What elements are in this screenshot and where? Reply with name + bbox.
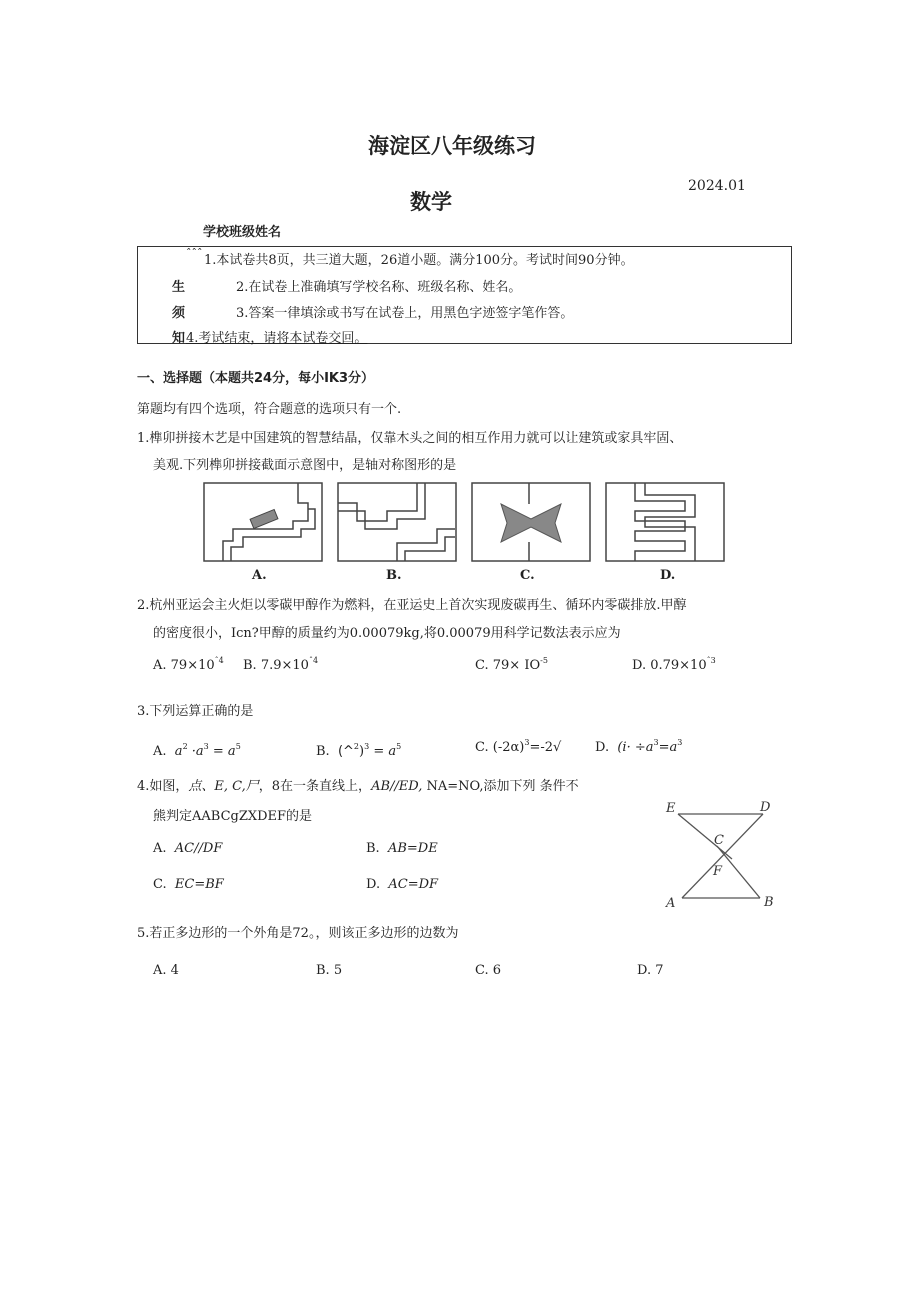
q3-option-c: C. $(-2\alpha)^3=-2√$ (475, 738, 562, 755)
q2-option-d: D. $0.79\times 10^{ˆ3}$ (632, 656, 716, 673)
q4-line1: 4.如图，点、E, C,尸，8在一条直线上，AB//ED, NA=NO,添加下列 条件不 (137, 779, 579, 794)
q5-option-c: C. 6 (475, 963, 502, 978)
q3-option-b: B. (^$^2$)$^3$ = $a^5$ (316, 742, 402, 759)
notice-item-2: 2.在试卷上准确填写学校名称、班级名称、姓名。 (236, 280, 522, 295)
exam-date: 2024.01 (688, 178, 746, 194)
q2-option-c: C. $79\times IO^{-5}$ (475, 656, 548, 673)
q1-figure-svg (203, 481, 727, 565)
point-a: A (666, 896, 676, 911)
point-e: E (666, 801, 676, 816)
q4-figure (660, 796, 780, 916)
q1-label-d: D. (660, 568, 676, 583)
point-f: F (713, 864, 723, 879)
notice-item-3: 3.答案一律填涂或书写在试卷上，用黑色字迹签字笔作答。 (236, 306, 574, 321)
point-c: C (714, 833, 724, 848)
q4-option-d: D. AC=DF (366, 877, 439, 892)
q5-option-a: A. 4 (153, 963, 179, 978)
q1-line1: 1.榫卯拼接木艺是中国建筑的智慧结晶，仅靠木头之间的相互作用力就可以让建筑或家具牢固、 (137, 431, 683, 446)
q1-line2: 美观.下列榫卯拼接截面示意图中，是轴对称图形的是 (153, 458, 457, 473)
point-d: D (760, 800, 771, 815)
q5-option-b: B. 5 (316, 963, 343, 978)
q2-line2: 的密度很小，Icn?甲醇的质量约为0.00079kg,将0.00079用科学记数法表示应为 (153, 626, 621, 641)
figure-c-bowtie (501, 504, 561, 542)
q4-option-c: C. EC=BF (153, 877, 224, 892)
q3-option-a: A. $a^2 \cdot a^3 = a^5$ (153, 742, 241, 759)
notice-item-1: 1.本试卷共8页，共三道大题，26道小题。满分100分。考试时间90分钟。 (204, 253, 634, 268)
q4-line2: 熊判定AABCgZXDEF的是 (153, 809, 313, 824)
q1-label-a: A. (252, 568, 267, 583)
figure-a-tenon (250, 509, 278, 528)
student-info-line: 学校班级姓名 (203, 225, 282, 240)
q3-option-d: D. ($i\cdot \div a^3=a^3$ (595, 738, 683, 755)
q5-option-d: D. 7 (637, 963, 664, 978)
section-intro: 第题均有四个选项，符合题意的选项只有一个. (137, 402, 402, 417)
q4-figure-svg (660, 796, 780, 912)
q2-line1: 2.杭州亚运会主火炬以零碳甲醇作为燃料，在亚运史上首次实现废碳再生、循环内零碳排放.甲醇 (137, 598, 687, 613)
figure-b (338, 483, 456, 561)
figure-d (606, 483, 724, 561)
q5-stem: 5.若正多边形的一个外角是72。，则该正多边形的边数为 (137, 926, 459, 941)
q2-option-a: A. $79\times 10^{ˆ4}$ (153, 656, 224, 673)
notice-label-1: 生 (172, 280, 186, 295)
q3-stem: 3.下列运算正确的是 (137, 704, 254, 719)
q1-figures (203, 481, 727, 565)
notice-label-2: 须 (172, 306, 186, 321)
q4-option-a: A. AC//DF (153, 841, 223, 856)
q1-label-b: B. (386, 568, 402, 583)
page-title: 海淀区八年级练习 (368, 134, 536, 158)
q1-label-c: C. (520, 568, 535, 583)
section-heading: 一、选择题（本题共24分，每小IK3分） (137, 371, 375, 386)
point-b: B (764, 895, 774, 910)
notice-corner-mark: ˆˆˆ (186, 247, 203, 260)
subject-title: 数学 (410, 190, 452, 214)
q2-option-b: B. $7.9\times 10^{ˆ4}$ (243, 656, 319, 673)
notice-item-4: 4.考试结束，请将本试卷交回。 (186, 331, 368, 346)
q4-option-b: B. AB=DE (366, 841, 438, 856)
notice-label-3: 知 (172, 331, 186, 346)
